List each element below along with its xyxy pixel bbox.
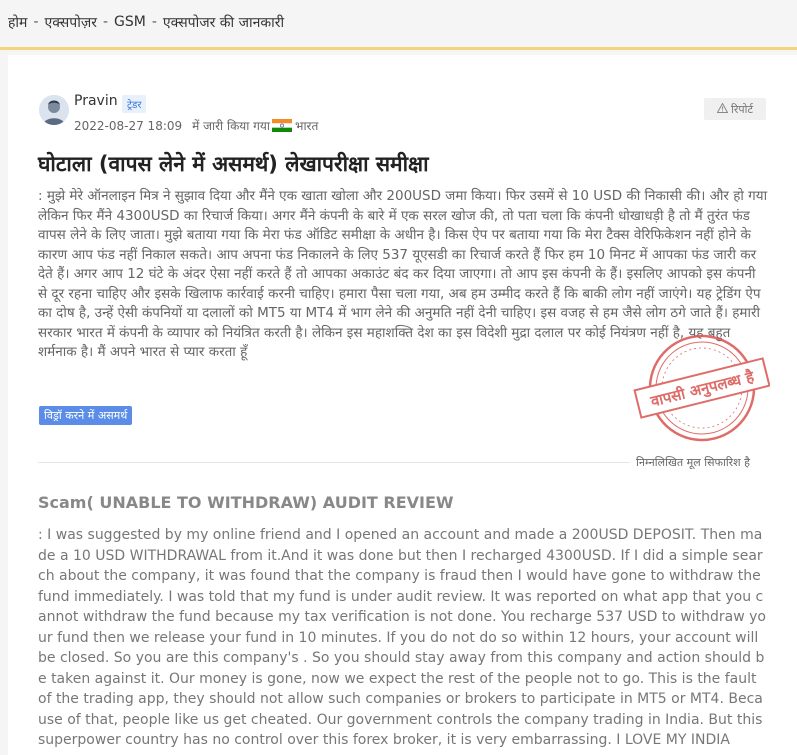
post-body-hindi: : मुझे मेरे ऑनलाइन मित्र ने सुझाव दिया और मैंने एक खाता खोला और 200USD जमा किया। फिर उसमें से 10 USD की निकासी की। और हो गया लेकिन फिर मैंने 4300USD का रिचार्ज किया। अगर मैंने कंपनी के बारे में एक सरल खोज की, तो पता चला कि कंपनी धोखाधड़ी है तो मैं तुरंत फंड वापस लेने के लिए जाता। मुझे बताया गया कि मेरा फंड ऑडिट समीक्षा के अधीन है। किस ऐप पर बताया गया कि मेरा टैक्स वेरिफिकेशन नहीं होने के कारण आप फंड नहीं निकाल सकते। आप अपना फंड निकालने के लिए 537 यूएसडी का रिचार्ज करते हैं फिर हम 10 मिनट में आपका फंड जारी कर देते हैं। अगर आप 12 घंटे के अंदर ऐसा नहीं करते हैं तो आपका अकाउंट बंद कर दिया जाएगा। तो आप इस कंपनी के हैं। इसलिए आपको इस कंपनी से दूर रहना चाहिए और इसके खिलाफ कार्रवाई करनी चाहिए। हमारा पैसा चला गया, अब हम उम्मीद करते हैं कि बाकी लोग नहीं जाएंगे। यह ट्रेडिंग ऐप का दोष है, उन्हें ऐसी कंपनियों या दलालों को MT5 या MT4 में भाग लेने की अनुमति नहीं देनी चाहिए। इस वजह से हम जैसे लोग ठगे जाते हैं। हमारी सरकार भारत में कंपनी के व्यापार को नियंत्रित करती है। लेकिन इस महाशक्ति देश का इस विदेशी मुद्रा दलाल पर कोई नियंत्रण नहीं है, यह बहुत शर्मनाक है। मैं अपने भारत से प्यार करता हूँ — [38, 188, 768, 360]
report-button[interactable] — [704, 98, 766, 120]
breadcrumb-separator: - — [151, 14, 157, 30]
section-divider — [38, 462, 630, 463]
withdrawal-unavailable-stamp — [630, 328, 770, 448]
post-date: 2022-08-27 18:09 — [74, 118, 183, 133]
original-body-english: : I was suggested by my online friend and I opened an account and made a 200USD DEPOSIT. Then made a 10 USD WITHDRAWAL from it.And it was done but then I recharged 4300USD. If I did a simple search about the company, it was found that the company is fraud then I would have gone to withdraw the fund immediately. I was told that my fund is under audit review. It was reported on what app that you cannot withdraw the fund because my tax verification is not done. You recharge 537 USD to withdraw your fund then we release your fund in 10 minutes. If you do not do so within 12 hours, your account will be closed. So you are this company's . So you should stay away from this company and action should be taken against it. Our money is gone, now we expect the rest of the people not to go. This is the fault of the trading app, they should not allow such companies or brokers to participate in MT5 or MT4. Because of that, people like us get cheated. Our government controls the company trading in India. But this superpower country has no control over this forex broker, it is very embarrassing. I LOVE MY INDIA — [38, 527, 766, 748]
breadcrumb-exposure[interactable]: एक्सपोज़र — [44, 14, 97, 31]
original-recommendation-note: निम्नलिखित मूल सिफारिश है — [636, 456, 750, 469]
breadcrumb-broker[interactable]: GSM — [114, 14, 146, 30]
report-label: रिपोर्ट — [731, 102, 753, 116]
breadcrumb-separator: - — [33, 14, 39, 30]
category-tag[interactable]: विड्रॉ करने में असमर्थ — [39, 406, 132, 425]
user-avatar-icon[interactable] — [39, 95, 69, 125]
breadcrumb — [0, 0, 797, 44]
svg-text:वापसी अनुपलब्ध है: वापसी अनुपलब्ध है — [648, 367, 756, 411]
published-label: में जारी किया गया — [192, 119, 271, 133]
role-badge: ट्रेडर — [122, 95, 146, 113]
exposure-post-card — [8, 55, 797, 755]
breadcrumb-separator: - — [102, 14, 109, 30]
post-meta — [74, 117, 318, 134]
country-name: भारत — [295, 119, 319, 133]
accent-divider — [0, 47, 797, 50]
original-title: Scam( UNABLE TO WITHDRAW) AUDIT REVIEW — [38, 493, 454, 512]
post-title: घोटाला (वापस लेने में असमर्थ) लेखापरीक्षा समीक्षा — [38, 152, 429, 176]
author-name[interactable]: Pravin — [74, 93, 118, 109]
breadcrumb-home[interactable]: होम — [8, 14, 28, 31]
breadcrumb-current: एक्सपोजर की जानकारी — [162, 14, 285, 31]
warning-triangle-icon — [717, 103, 728, 116]
india-flag-icon — [272, 119, 292, 132]
